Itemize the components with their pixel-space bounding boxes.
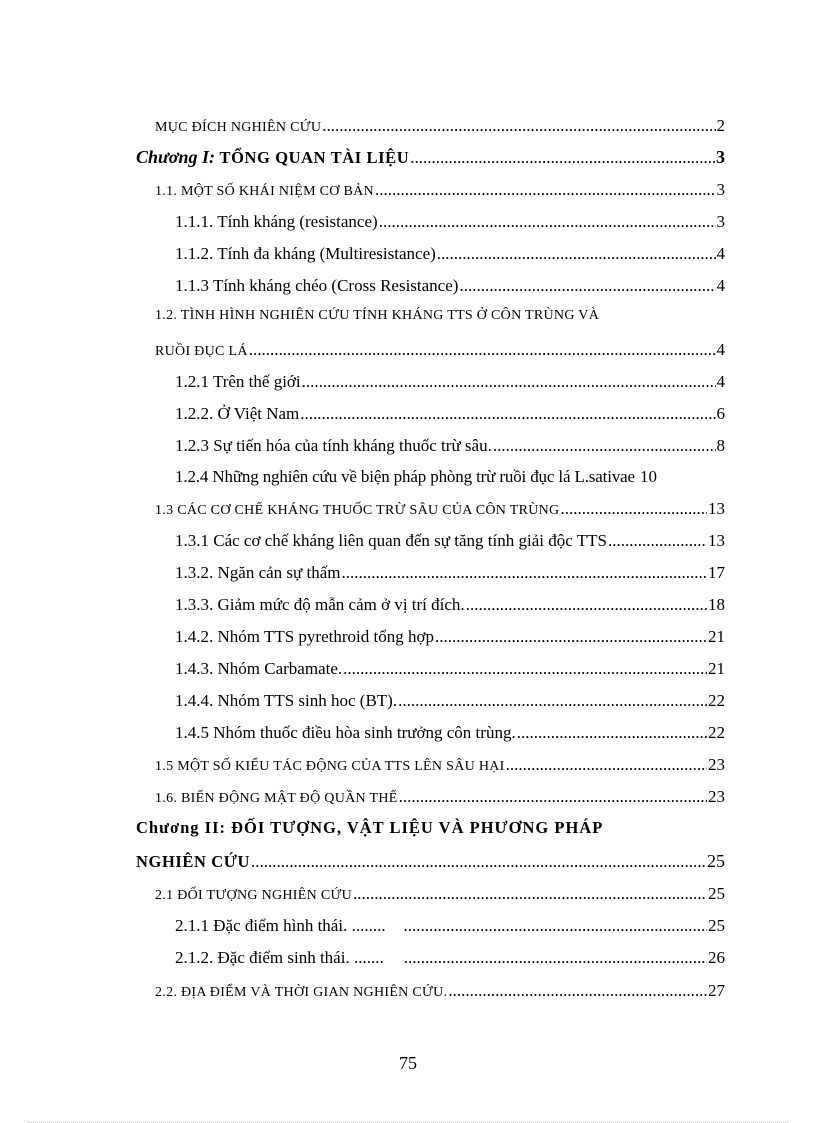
toc-title: 1.2.3 Sự tiến hóa của tính kháng thuốc trừ sâu. (175, 436, 492, 455)
toc-title: MỤC ĐÍCH NGHIÊN CỨU (155, 120, 322, 135)
toc-entry (175, 404, 725, 424)
toc-title: 2.1 ĐỐI TƯỢNG NGHIÊN CỨU (155, 888, 353, 903)
toc-entry (155, 180, 725, 202)
toc-leader (448, 981, 707, 1001)
toc-leader (459, 276, 715, 296)
toc-page: 22 (708, 691, 725, 710)
toc-title: 1.2.2. Ở Việt Nam (175, 404, 300, 423)
toc-title: 1.4.3. Nhóm Carbamate. (175, 659, 343, 678)
toc-entry (175, 723, 725, 743)
toc-entry (155, 884, 725, 906)
toc-page: 4 (716, 244, 725, 263)
toc-title: 1.1.3 Tính kháng chéo (Cross Resistance) (175, 276, 459, 295)
toc-entry (175, 563, 725, 583)
toc-entry (175, 467, 725, 487)
toc-page: 3 (716, 180, 725, 199)
toc-entry (175, 531, 725, 551)
page-number: 75 (399, 1053, 417, 1073)
toc-title: 1.4.5 Nhóm thuốc điều hòa sinh trưởng côn trùng. (175, 723, 516, 742)
toc-page: 8 (716, 436, 725, 455)
toc-page: 26 (708, 948, 725, 967)
toc-page: 17 (708, 563, 725, 582)
toc-entry (175, 436, 725, 456)
toc-title: 1.1.2. Tính đa kháng (Multiresistance) (175, 244, 436, 263)
toc-leader (437, 244, 716, 264)
toc-page: 3 (716, 212, 725, 231)
toc-entry (175, 372, 725, 392)
toc-entry (155, 340, 725, 362)
toc-leader (506, 755, 707, 775)
toc-page: 27 (708, 981, 725, 1000)
toc-page: 13 (708, 499, 725, 518)
toc-title: 1.2.4 Những nghiên cứu về biện pháp phòng trừ ruồi đục lá L.sativae (175, 467, 635, 486)
toc-page: 25 (707, 851, 725, 871)
toc-title: 1.3.1 Các cơ chế kháng liên quan đến sự tăng tính giải độc TTS (175, 531, 607, 550)
toc-leader (322, 116, 715, 136)
toc-leader (399, 787, 707, 807)
toc-entry-first-line: 1.2. TÌNH HÌNH NGHIÊN CỨU TÍNH KHÁNG TTS Ở CÔN TRÙNG VÀ (155, 308, 600, 323)
toc-leader (608, 531, 707, 551)
toc-page: 25 (708, 884, 725, 903)
toc-entry (175, 212, 725, 232)
toc-entry (155, 755, 725, 777)
toc-entry (175, 244, 725, 264)
toc-title: TỔNG QUAN TÀI LIỆU (219, 148, 410, 167)
toc-title: 1.3.3. Giảm mức độ mẫn cảm ở vị trí đích. (175, 595, 465, 614)
toc-chapter-entry (136, 147, 725, 168)
toc-leader (398, 691, 707, 711)
toc-leader (249, 340, 716, 360)
toc-page: 21 (708, 627, 725, 646)
toc-page: 4 (716, 276, 725, 295)
toc-leader (375, 180, 716, 200)
toc-leader (353, 884, 707, 904)
toc-page: 2 (716, 116, 725, 135)
toc-entry (155, 981, 725, 1003)
toc-page: 10 (639, 467, 657, 486)
toc-leader (410, 148, 715, 168)
toc-chapter-first-line: Chương II: ĐỐI TƯỢNG, VẬT LIỆU VÀ PHƯƠNG PHÁP (136, 818, 604, 837)
toc-leader (341, 563, 707, 583)
toc-title: 2.2. ĐỊA ĐIỂM VÀ THỜI GIAN NGHIÊN CỨU. (155, 985, 448, 1000)
toc-entry (175, 276, 725, 296)
toc-leader (343, 659, 707, 679)
toc-entry (175, 659, 725, 679)
toc-title: 1.1.1. Tính kháng (resistance) (175, 212, 378, 231)
toc-title: 1.3.2. Ngăn cản sự thấm (175, 563, 341, 582)
toc-page: 21 (708, 659, 725, 678)
toc-leader (466, 595, 707, 615)
toc-leader (251, 852, 706, 872)
toc-entry (175, 691, 725, 711)
toc-page: 23 (708, 755, 725, 774)
toc-page: 25 (708, 916, 725, 935)
toc-title: 1.5 MỘT SỐ KIỂU TÁC ĐỘNG CỦA TTS LÊN SÂU HẠI (155, 759, 505, 774)
toc-page: 23 (708, 787, 725, 806)
toc-entry (175, 948, 725, 968)
toc-page: 3 (716, 147, 725, 167)
toc-title: 1.4.2. Nhóm TTS pyrethroid tổng hợp (175, 627, 434, 646)
toc-page: 4 (716, 372, 725, 391)
toc-page: 18 (708, 595, 725, 614)
toc-leader (404, 916, 707, 936)
toc-entry (175, 627, 725, 647)
toc-leader (379, 212, 716, 232)
toc-entry (155, 499, 725, 521)
toc-leader (435, 627, 707, 647)
toc-title: NGHIÊN CỨU (136, 852, 251, 871)
toc-entry (155, 787, 725, 809)
toc-title: 2.1.2. Đặc điểm sinh thái. ....... (175, 948, 384, 967)
toc-page: 22 (708, 723, 725, 742)
toc-title: 1.3 CÁC CƠ CHẾ KHÁNG THUỐC TRỪ SÂU CỦA CÔN TRÙNG (155, 503, 560, 518)
toc-title: 1.1. MỘT SỐ KHÁI NIỆM CƠ BẢN (155, 184, 374, 199)
chapter-label: Chương I: (136, 147, 215, 167)
toc-title: 2.1.1 Đặc điểm hình thái. ........ (175, 916, 386, 935)
toc-entry (175, 916, 725, 936)
toc-page: 4 (716, 340, 725, 359)
toc-leader (404, 948, 707, 968)
toc-entry (155, 116, 725, 138)
toc-page: 13 (708, 531, 725, 550)
toc-page: 6 (716, 404, 725, 423)
toc-title: RUỒI ĐỤC LÁ (155, 344, 248, 359)
toc-title: 1.6. BIẾN ĐỘNG MẬT ĐỘ QUẦN THỂ (155, 791, 398, 806)
toc-chapter-entry (136, 851, 725, 872)
toc-leader (560, 499, 707, 519)
toc-leader (302, 372, 716, 392)
toc-title: 1.4.4. Nhóm TTS sinh hoc (BT). (175, 691, 398, 710)
toc-leader (493, 436, 716, 456)
toc-leader (300, 404, 715, 424)
toc-leader (517, 723, 707, 743)
toc-entry (175, 595, 725, 615)
toc-title: 1.2.1 Trên thế giới (175, 372, 301, 391)
